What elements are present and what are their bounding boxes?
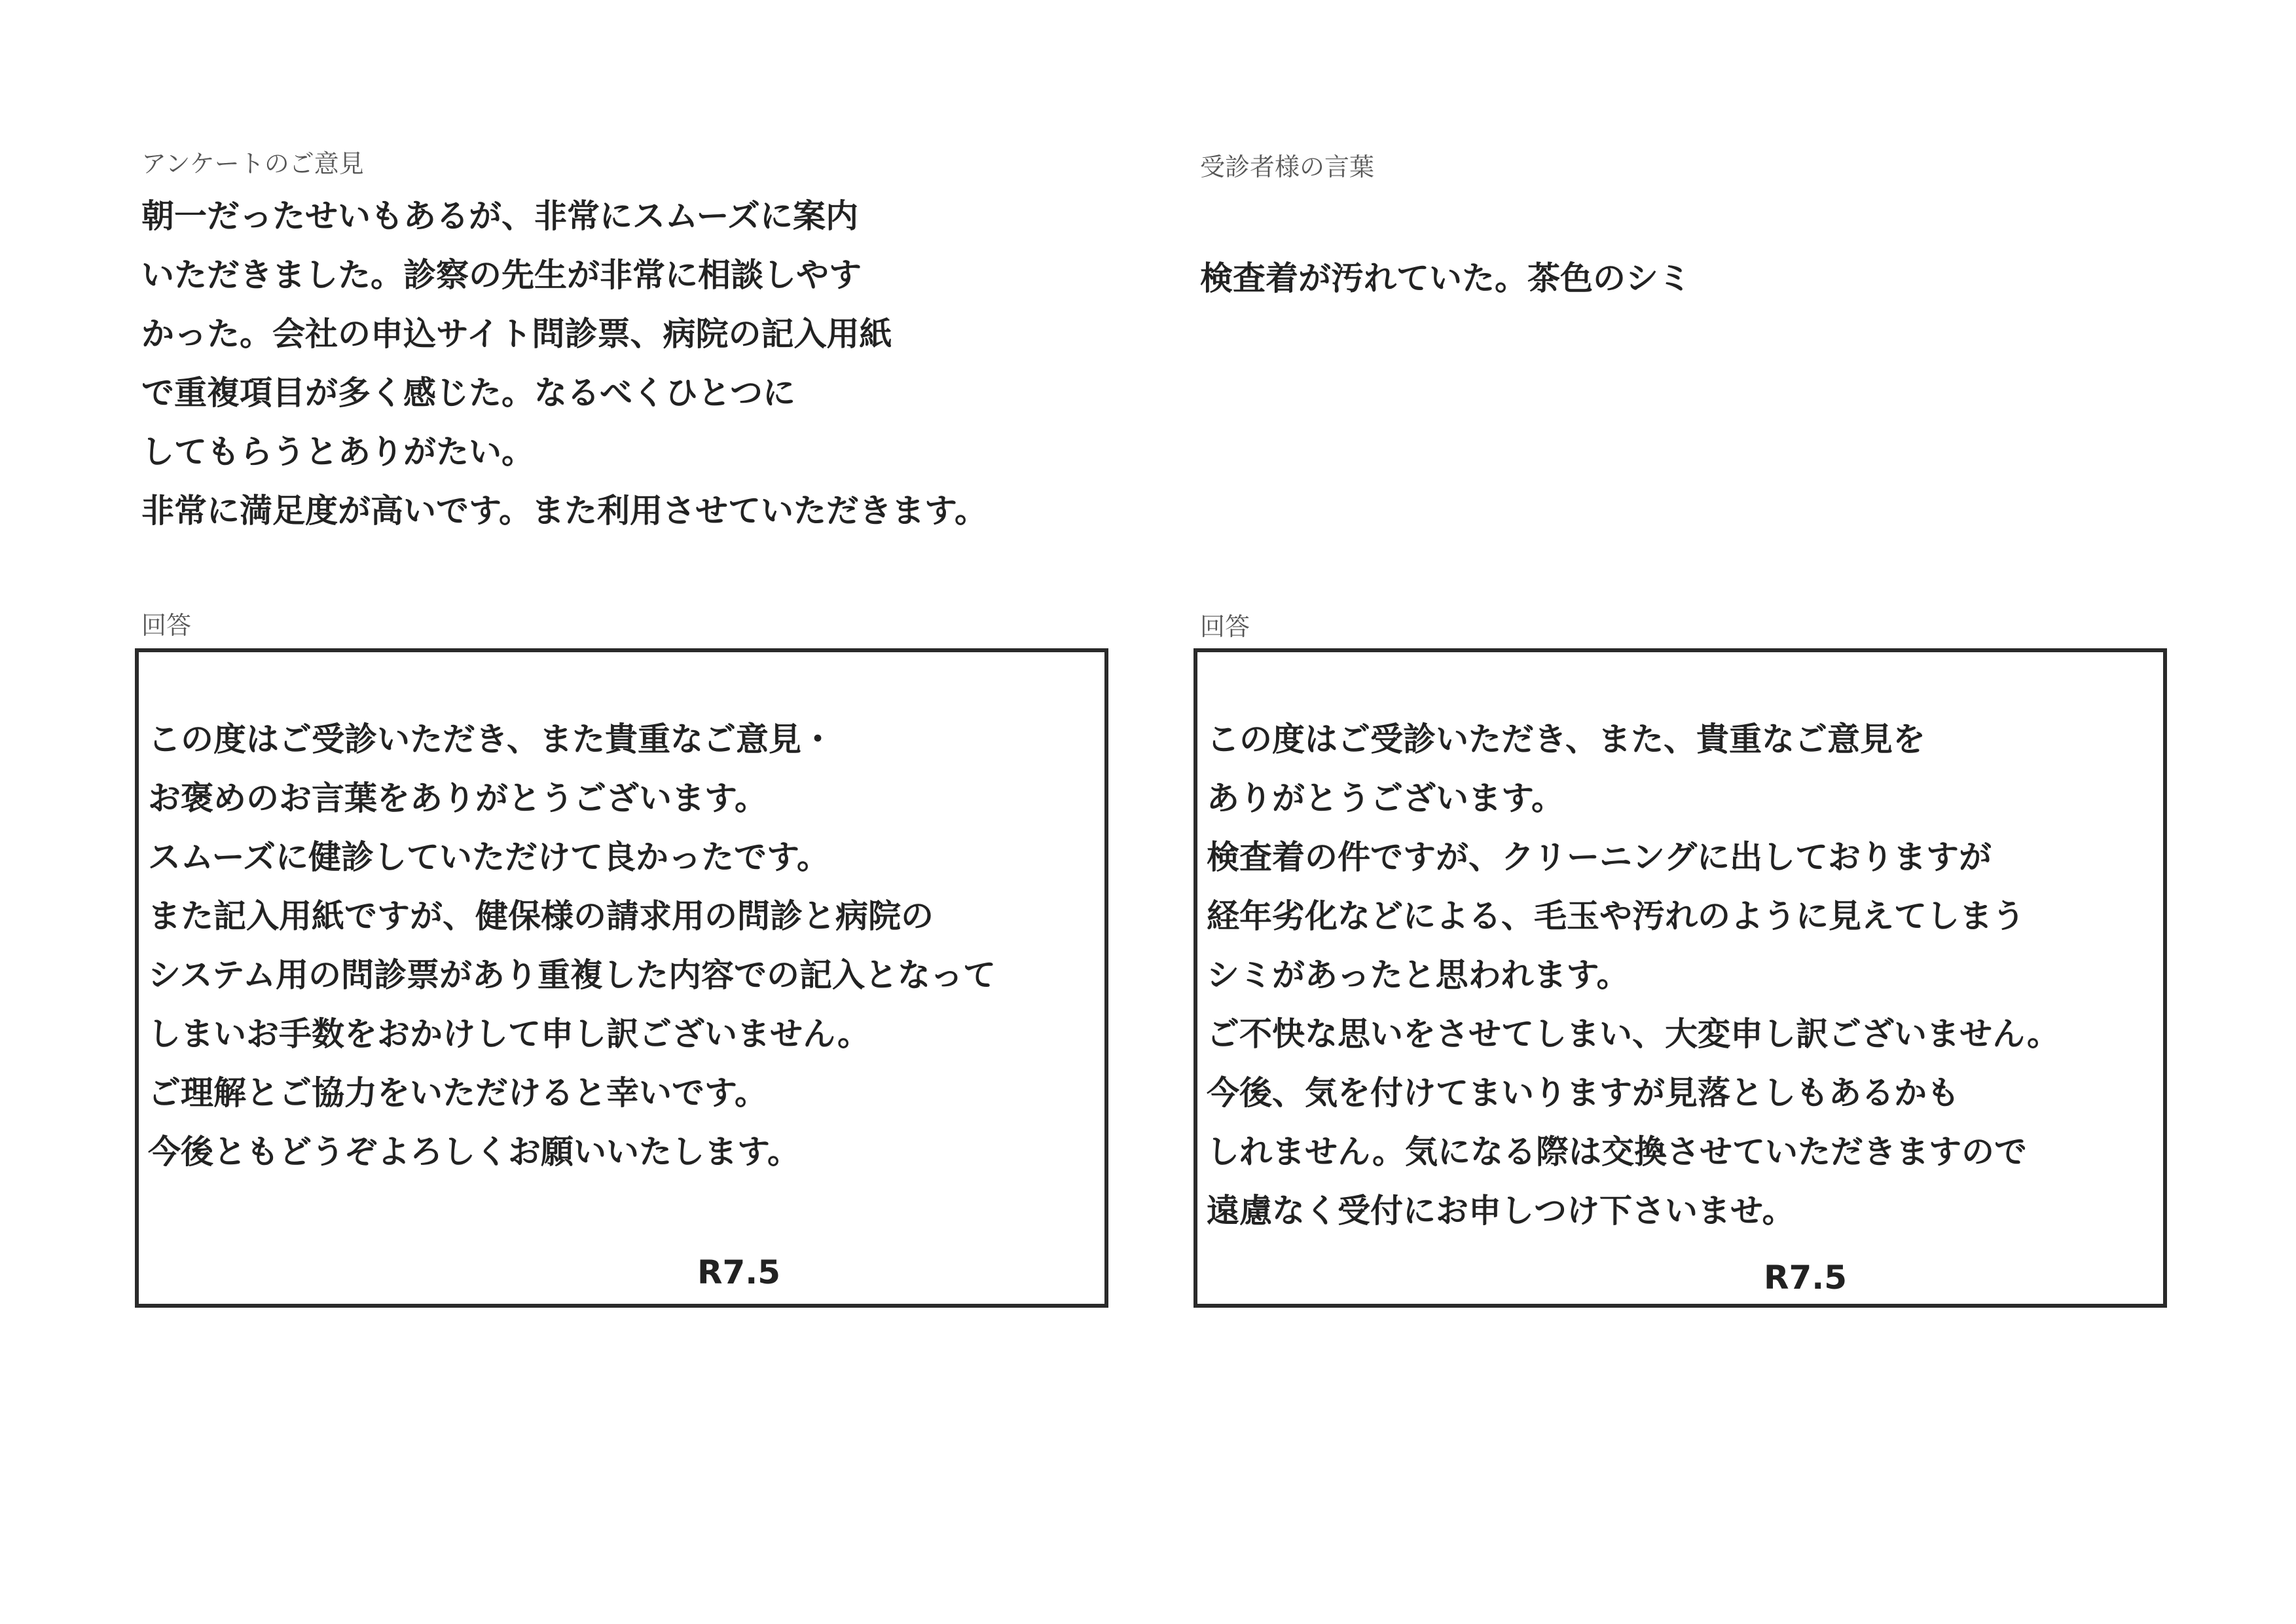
left-opinion-line: いただきました。診察の先生が非常に相談しやす — [141, 256, 862, 294]
right-answer-line: 今後、気を付けてまいりますが見落としもあるかも — [1207, 1074, 1959, 1112]
left-answer-line: この度はご受診いただき、また貴重なご意見・ — [148, 720, 834, 758]
left-opinion-line: かった。会社の申込サイト問診票、病院の記入用紙 — [141, 315, 892, 353]
left-answer-box — [135, 648, 1108, 1308]
right-answer-line: ご不快な思いをさせてしまい、大変申し訳ございません。 — [1207, 1015, 2060, 1053]
left-opinion-text — [141, 196, 1091, 537]
right-answer-line: ありがとうございます。 — [1207, 779, 1564, 817]
right-answer-label: 回答 — [1200, 612, 1250, 641]
right-answer-line: シミがあったと思われます。 — [1207, 956, 1630, 994]
right-answer-line: しれません。気になる際は交換させていただきますので — [1207, 1133, 2027, 1171]
right-answer-line: この度はご受診いただき、また、貴重なご意見を — [1207, 720, 1925, 758]
left-answer-line: スムーズに健診していただけて良かったです。 — [148, 838, 829, 876]
left-answer-date: R7.5 — [697, 1253, 781, 1291]
left-answer-label: 回答 — [141, 611, 192, 640]
left-answer-line: 今後ともどうぞよろしくお願いいたします。 — [148, 1133, 800, 1171]
right-opinion-label: 受診者様の言葉 — [1200, 153, 1375, 181]
left-opinion-label: アンケートのご意見 — [141, 149, 364, 178]
right-opinion-text — [1200, 196, 2182, 327]
right-answer-line: 経年劣化などによる、毛玉や汚れのように見えてしまう — [1207, 897, 2025, 935]
left-opinion-line: で重複項目が多く感じた。なるべくひとつに — [141, 374, 795, 412]
left-answer-line: お褒めのお言葉をありがとうございます。 — [148, 779, 767, 817]
left-opinion-line: 非常に満足度が高いです。また利用させていただきます。 — [141, 492, 987, 530]
right-answer-date: R7.5 — [1764, 1259, 1848, 1297]
right-answer-line: 遠慮なく受付にお申しつけ下さいませ。 — [1207, 1192, 1795, 1230]
left-opinion-line: 朝一だったせいもあるが、非常にスムーズに案内 — [141, 197, 858, 235]
left-answer-line: システム用の問診票があり重複した内容での記入となって — [148, 956, 996, 994]
left-answer-line: ご理解とご協力をいただけると幸いです。 — [148, 1074, 767, 1112]
right-answer-line: 検査着の件ですが、クリーニングに出しておりますが — [1207, 838, 1992, 876]
left-answer-line: また記入用紙ですが、健保様の請求用の問診と病院の — [148, 897, 934, 935]
left-answer-line: しまいお手数をおかけして申し訳ございません。 — [148, 1015, 870, 1053]
right-opinion-line: 検査着が汚れていた。茶色のシミ — [1200, 259, 1691, 297]
right-answer-box — [1194, 648, 2167, 1308]
left-opinion-line: してもらうとありがたい。 — [141, 433, 534, 471]
